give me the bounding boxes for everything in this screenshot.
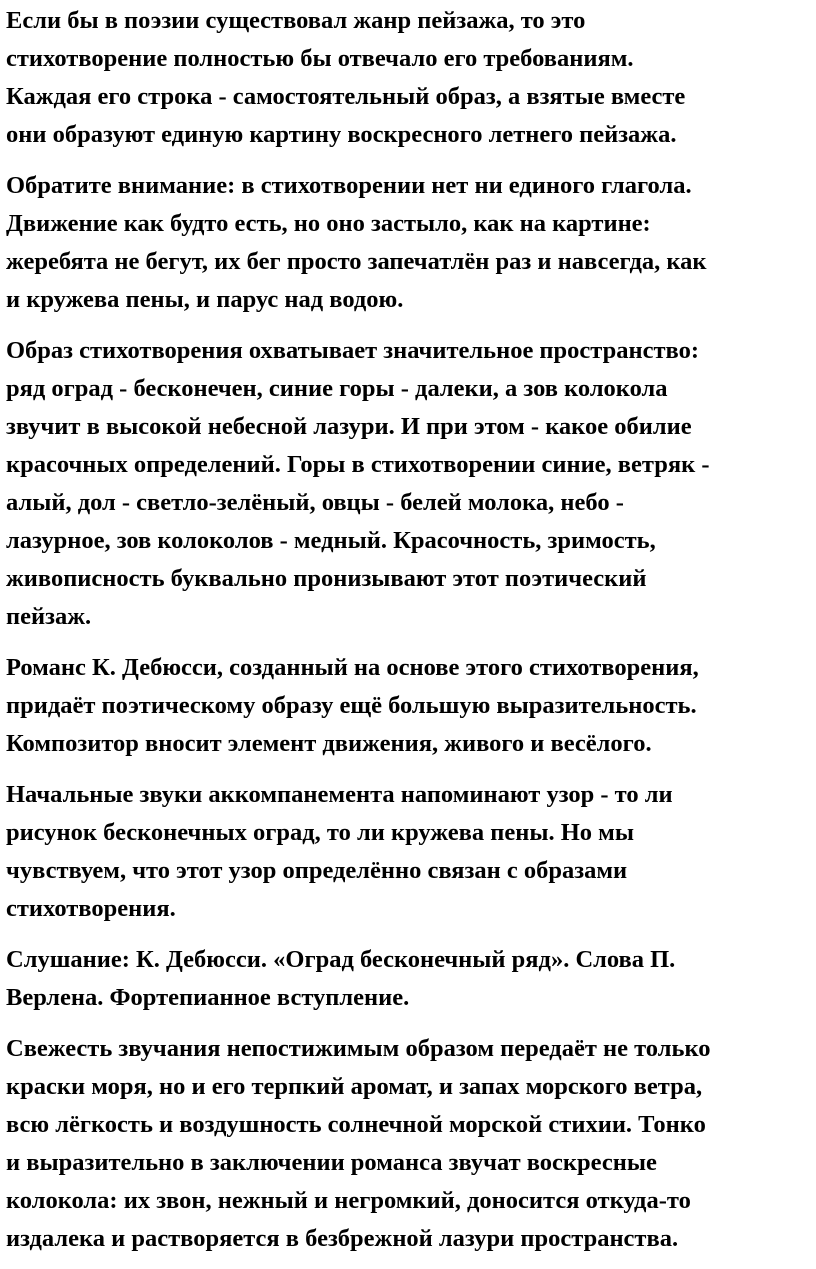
text-line: Если бы в поэзии существовал жанр пейзажа, то это [6, 7, 586, 34]
text-line: стихотворения. [6, 895, 176, 922]
text-line: они образуют единую картину воскресного летнего пейзажа. [6, 121, 677, 148]
paragraph-freshness [6, 1030, 808, 1258]
text-line: рисунок бесконечных оград, то ли кружева пены. Но мы [6, 819, 634, 846]
paragraph-no-verbs [6, 167, 808, 319]
text-line: Начальные звуки аккомпанемента напоминают узор - то ли [6, 781, 673, 808]
text-line: Обратите внимание: в стихотворении нет ни единого глагола. [6, 172, 692, 199]
text-line: звучит в высокой небесной лазури. И при этом - какое обилие [6, 413, 692, 440]
text-line: издалека и растворяется в безбрежной лазури пространства. [6, 1225, 679, 1252]
text-line: Верлена. Фортепианное вступление. [6, 984, 410, 1011]
paragraph-accompaniment [6, 776, 808, 928]
text-line: Каждая его строка - самостоятельный образ, а взятые вместе [6, 83, 686, 110]
text-line: ряд оград - бесконечен, синие горы - далеки, а зов колокола [6, 375, 668, 402]
text-line: живописность буквально пронизывают этот поэтический [6, 565, 647, 592]
text-line: Романс К. Дебюсси, созданный на основе этого стихотворения, [6, 654, 699, 681]
text-line: жеребята не бегут, их бег просто запечатлён раз и навсегда, как [6, 248, 707, 275]
text-line: алый, дол - светло-зелёный, овцы - белей молока, небо - [6, 489, 624, 516]
text-line: пейзаж. [6, 603, 92, 630]
text-line: краски моря, но и его терпкий аромат, и запах морского ветра, [6, 1073, 703, 1100]
text-line: чувствуем, что этот узор определённо связан с образами [6, 857, 628, 884]
text-line: придаёт поэтическому образу ещё большую выразительность. [6, 692, 697, 719]
text-line: и выразительно в заключении романса звучат воскресные [6, 1149, 657, 1176]
text-line: Слушание: К. Дебюсси. «Оград бесконечный ряд». Слова П. [6, 946, 676, 973]
text-line: Образ стихотворения охватывает значительное пространство: [6, 337, 700, 364]
text-line: Композитор вносит элемент движения, живого и весёлого. [6, 730, 652, 757]
paragraph-landscape-genre [6, 2, 808, 154]
paragraph-space-and-color [6, 332, 808, 636]
text-line: Движение как будто есть, но оно застыло, как на картине: [6, 210, 651, 237]
paragraph-debussy-romance [6, 649, 808, 763]
paragraph-listening [6, 941, 808, 1017]
text-line: красочных определений. Горы в стихотворении синие, ветряк - [6, 451, 710, 478]
text-line: всю лёгкость и воздушность солнечной морской стихии. Тонко [6, 1111, 706, 1138]
text-line: колокола: их звон, нежный и негромкий, доносится откуда-то [6, 1187, 691, 1214]
text-line: Свежесть звучания непостижимым образом передаёт не только [6, 1035, 711, 1062]
text-line: стихотворение полностью бы отвечало его требованиям. [6, 45, 634, 72]
text-line: лазурное, зов колоколов - медный. Красочность, зримость, [6, 527, 656, 554]
text-line: и кружева пены, и парус над водою. [6, 286, 404, 313]
